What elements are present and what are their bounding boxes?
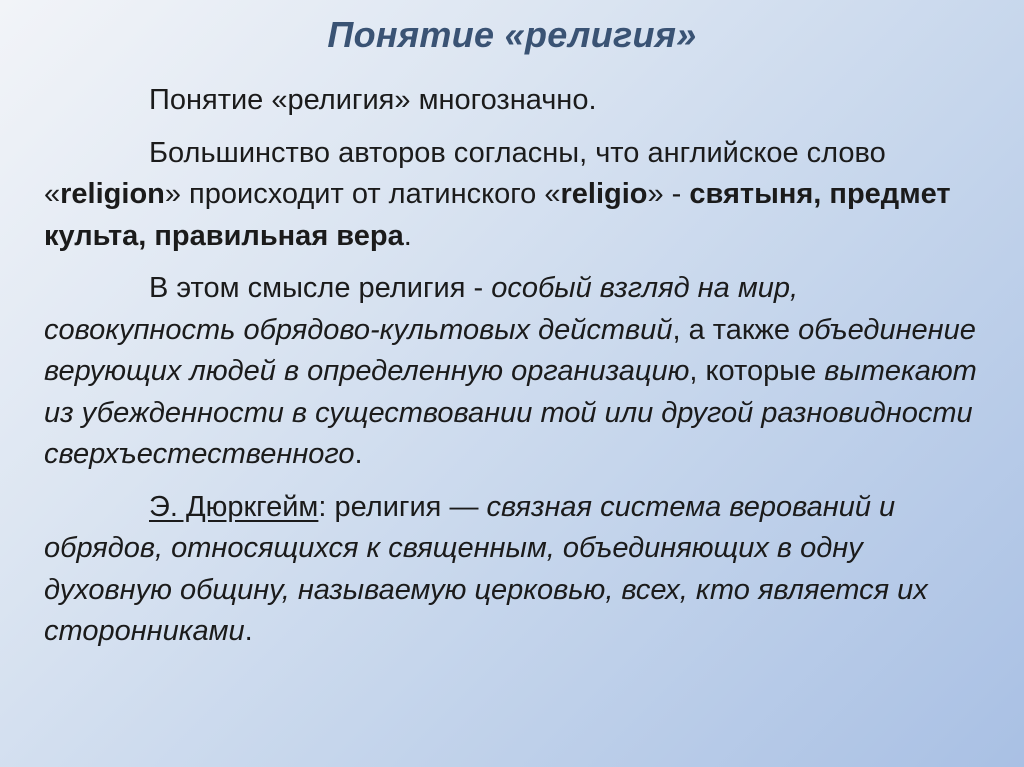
p4-text-1: : религия — bbox=[318, 490, 487, 523]
paragraph-1-text: Понятие «религия» многозначно. bbox=[149, 84, 597, 116]
p4-text-2: . bbox=[244, 615, 253, 647]
p3-text-4: . bbox=[354, 438, 363, 470]
paragraph-1 bbox=[44, 80, 994, 122]
paragraph-2 bbox=[44, 133, 994, 258]
p2-text-2: » происходит от латинского « bbox=[164, 178, 561, 210]
p2-text-3: » - bbox=[647, 178, 690, 210]
p3-italic-2: объединение верующих людей в определенную организацию bbox=[44, 313, 976, 387]
p3-italic-3: вытекают из убежденности в существовании той или другой разновидности сверхъестественного bbox=[44, 355, 977, 470]
paragraph-3 bbox=[44, 268, 994, 476]
slide-body bbox=[44, 80, 994, 664]
p4-author: Э. Дюркгейм bbox=[149, 490, 319, 523]
paragraph-4 bbox=[44, 487, 994, 653]
p3-italic-1: особый взгляд на мир, совокупность обрядово-культовых действий bbox=[44, 272, 799, 346]
p2-term-religion: religion bbox=[60, 178, 165, 210]
p2-text-1: Большинство авторов согласны, что английское слово « bbox=[44, 136, 886, 210]
p4-italic-definition: связная система верований и обрядов, относящихся к священным, объединяющих в одну духовную общину, называемую церковью, всех, кто является их сторонниками bbox=[44, 490, 928, 647]
p2-text-4: . bbox=[403, 219, 412, 252]
p3-text-3: , которые bbox=[689, 355, 825, 387]
p3-text-2: , а также bbox=[672, 313, 799, 346]
p3-text-1: В этом смысле религия - bbox=[149, 272, 492, 304]
p2-definition: святыня, предмет культа, правильная вера bbox=[44, 178, 951, 252]
p2-term-religio: religio bbox=[560, 178, 648, 210]
slide-title: Понятие «религия» bbox=[327, 14, 697, 55]
